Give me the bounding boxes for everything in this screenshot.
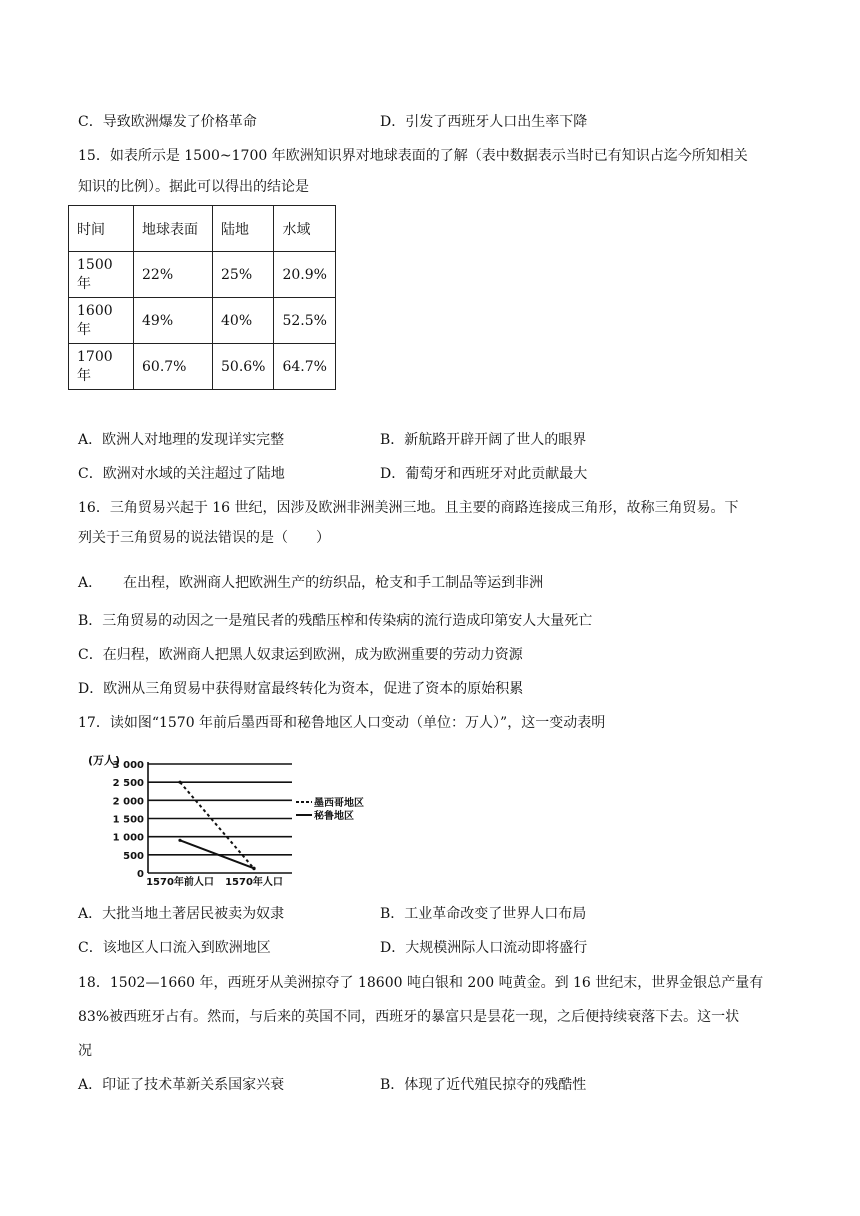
table-cell: 25%	[213, 252, 274, 298]
q17-stem: 17．读如图“1570 年前后墨西哥和秘鲁地区人口变动（单位：万人）”，这一变动表明	[78, 715, 606, 731]
data-point	[178, 839, 181, 842]
q17-option-c: C．该地区人口流入到欧洲地区	[78, 940, 271, 956]
q15-option-d: D．葡萄牙和西班牙对此贡献最大	[380, 466, 588, 482]
table-cell: 40%	[213, 298, 274, 344]
y-tick-label: 3 000	[112, 760, 144, 771]
q17-option-b: B．工业革命改变了世界人口布局	[380, 906, 587, 922]
q16-option-d: D．欧洲从三角贸易中获得财富最终转化为资本，促进了资本的原始积累	[78, 681, 524, 697]
table-cell: 22%	[134, 252, 213, 298]
table-header-cell: 水域	[274, 206, 335, 252]
x-tick-label: 1570年人口	[225, 877, 283, 888]
y-tick-label: 1 500	[112, 814, 144, 826]
q18-option-a: A．印证了技术革新关系国家兴衰	[78, 1077, 285, 1093]
q17-option-a: A．大批当地土著居民被卖为奴隶	[78, 906, 285, 922]
table-header-cell: 陆地	[213, 206, 274, 252]
q16-option-a: A． 在出程，欧洲商人把欧洲生产的纺织品，枪支和手工制品等运到非洲	[78, 575, 544, 591]
q16-stem-line2: 列关于三角贸易的说法错误的是（ ）	[78, 530, 330, 546]
q16-option-b: B．三角贸易的动因之一是殖民者的残酷压榨和传染病的流行造成印第安人大量死亡	[78, 613, 593, 629]
q15-stem-line2: 知识的比例）。据此可以得出的结论是	[78, 179, 309, 195]
table-header-cell: 时间	[69, 206, 134, 252]
q14-option-d: D．引发了西班牙人口出生率下降	[380, 114, 588, 130]
table-cell: 50.6%	[213, 344, 274, 390]
series-line	[180, 782, 254, 868]
table-cell: 52.5%	[274, 298, 335, 344]
y-axis-label: (万人)	[88, 754, 121, 767]
population-change-chart	[70, 750, 370, 894]
q17-option-d: D．大规模洲际人口流动即将盛行	[380, 940, 588, 956]
y-tick-label: 2 500	[112, 778, 144, 790]
y-tick-label: 500	[123, 850, 144, 862]
q15-data-table	[68, 205, 336, 390]
q15-option-c: C．欧洲对水域的关注超过了陆地	[78, 466, 285, 482]
table-header-cell: 地球表面	[134, 206, 213, 252]
data-point	[252, 867, 255, 870]
table-cell: 49%	[134, 298, 213, 344]
table-cell: 1700 年	[69, 344, 134, 390]
q15-stem-line1: 15．如表所示是 1500~1700 年欧洲知识界对地球表面的了解（表中数据表示当时已有知识占迄今所知相关	[78, 148, 748, 164]
q18-stem-line2: 83%被西班牙占有。然而，与后来的英国不同，西班牙的暴富只是昙花一现，之后便持续衰落下去。这一状	[78, 1009, 740, 1025]
q16-option-c: C．在归程，欧洲商人把黑人奴隶运到欧洲，成为欧洲重要的劳动力资源	[78, 647, 523, 663]
table-row	[69, 252, 336, 298]
table-cell: 1500 年	[69, 252, 134, 298]
table-cell: 1600 年	[69, 298, 134, 344]
q16-stem-line1: 16．三角贸易兴起于 16 世纪，因涉及欧洲非洲美洲三地。且主要的商路连接成三角形，故称三角贸易。下	[78, 500, 739, 516]
q18-stem-line3: 况	[78, 1043, 92, 1059]
q14-option-c: C．导致欧洲爆发了价格革命	[78, 114, 257, 130]
legend-label: 墨西哥地区	[314, 798, 364, 809]
y-tick-label: 1 000	[112, 832, 144, 844]
q15-option-b: B．新航路开辟开阔了世人的眼界	[380, 432, 587, 448]
table-cell: 20.9%	[274, 252, 335, 298]
table-row	[69, 344, 336, 390]
legend-label: 秘鲁地区	[314, 811, 354, 822]
chart-svg	[70, 750, 370, 890]
table-cell: 60.7%	[134, 344, 213, 390]
x-tick-label: 1570年前人口	[146, 877, 214, 888]
table-cell: 64.7%	[274, 344, 335, 390]
table-row	[69, 298, 336, 344]
y-tick-label: 2 000	[112, 796, 144, 808]
q15-option-a: A．欧洲人对地理的发现详实完整	[78, 432, 285, 448]
q18-stem-line1: 18．1502—1660 年，西班牙从美洲掠夺了 18600 吨白银和 200 吨黄金。到 16 世纪末，世界金银总产量有	[78, 975, 764, 991]
y-tick-label: 0	[137, 869, 144, 880]
data-point	[178, 781, 181, 784]
table-header-row	[69, 206, 336, 252]
q18-option-b: B．体现了近代殖民掠夺的残酷性	[380, 1077, 587, 1093]
